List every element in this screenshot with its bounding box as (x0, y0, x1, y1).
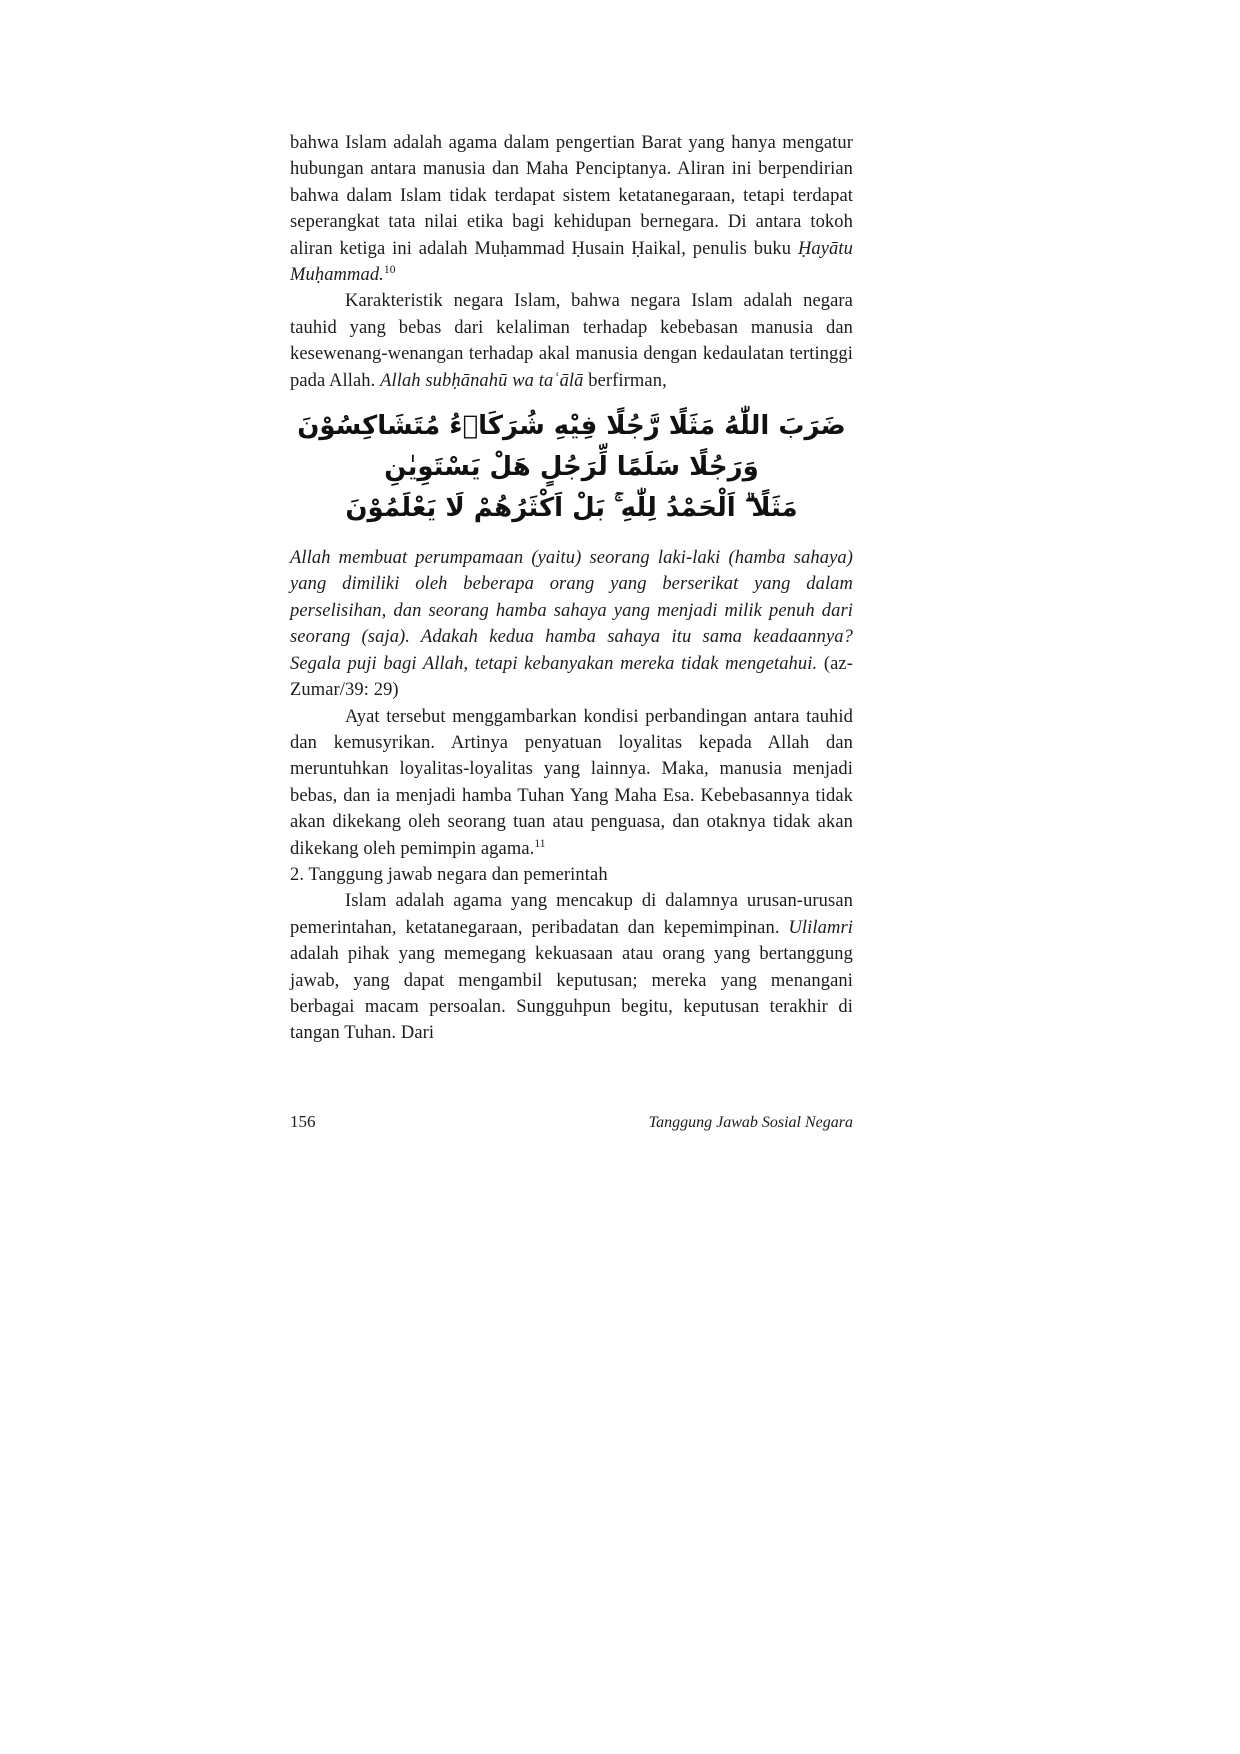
page-body-text (290, 130, 853, 1047)
quran-verse-translation (290, 545, 853, 703)
footnote-marker-11: 11 (534, 837, 546, 850)
body-paragraph-2 (290, 288, 853, 394)
paragraph-1-text: bahwa Islam adalah agama dalam pengertian Barat yang hanya mengatur hubungan antara manusia dan Maha Penciptanya. Aliran ini berpendirian bahwa dalam Islam tidak terdapat sistem ketatanegaraan, tetapi terdapat seperangkat tata nilai etika bagi kehidupan bernegara. Di antara tokoh aliran ketiga ini adalah Muḥammad Ḥusain Ḥaikal, penulis buku (290, 133, 853, 259)
quran-verse-arabic (290, 406, 853, 529)
paragraph-4-term: Ulilamri (788, 917, 853, 938)
translation-text: Allah membuat perumpamaan (yaitu) seorang laki-laki (hamba sahaya) yang dimiliki oleh beberapa orang yang berserikat yang dalam perselisihan, dan seorang hamba sahaya yang menjadi milik penuh dari seorang (saja). Adakah kedua hamba sahaya itu sama keadaannya? Segala puji bagi Allah, tetapi kebanyakan mereka tidak mengetahui. (290, 548, 853, 674)
body-paragraph-3 (290, 704, 853, 862)
paragraph-2-text-2: berfirman, (583, 370, 667, 391)
body-paragraph-1 (290, 130, 853, 288)
running-title: Tanggung Jawab Sosial Negara (648, 1114, 853, 1131)
paragraph-2-arabic-phrase: Allah subḥānahū wa taʿālā (380, 370, 584, 391)
paragraph-1-book-title: Ḥayātu Muḥammad. (290, 238, 853, 286)
quran-verse-line-2: مَثَلًا ۗ اَلْحَمْدُ لِلّٰهِ ۚ بَلْ اَكْثَرُهُمْ لَا يَعْلَمُوْنَ (345, 493, 798, 524)
body-paragraph-4 (290, 888, 853, 1046)
paragraph-4-text-2: adalah pihak yang memegang kekuasaan atau orang yang bertanggung jawab, yang dapat mengambil keputusan; mereka yang menangani berbagai macam persoalan. Sungguhpun begitu, keputusan terakhir di tangan Tuhan. Dari (290, 944, 853, 1044)
section-heading: 2. Tanggung jawab negara dan pemerintah (290, 864, 608, 885)
page-footer (290, 1112, 853, 1132)
page-number: 156 (290, 1112, 316, 1131)
paragraph-3-text: Ayat tersebut menggambarkan kondisi perbandingan antara tauhid dan kemusyrikan. Artinya penyatuan loyalitas kepada Allah dan meruntuhkan loyalitas-loyalitas yang lainnya. Maka, manusia menjadi bebas, dan ia menjadi hamba Tuhan Yang Maha Esa. Kebebasannya tidak akan dikekang oleh seorang tuan atau penguasa, dan otaknya tidak akan dikekang oleh pemimpin agama. (290, 706, 853, 859)
paragraph-2-text: Karakteristik negara Islam, bahwa negara Islam adalah negara tauhid yang bebas dari kelaliman terhadap kebebasan manusia dan kesewenang-wenangan terhadap akal manusia dengan kedaulatan tertinggi pada Allah. (290, 291, 853, 391)
footnote-marker-10: 10 (383, 263, 396, 276)
quran-verse-line-1: ضَرَبَ اللّٰهُ مَثَلًا رَّجُلًا فِيْهِ شُرَكَاۤءُ مُتَشَاكِسُوْنَ وَرَجُلًا سَلَمًا لِّرَجُلٍ هَلْ يَسْتَوِيٰنِ (297, 411, 846, 483)
verse-reference: (az-Zumar/39: 29) (290, 653, 853, 701)
paragraph-4-text: Islam adalah agama yang mencakup di dalamnya urusan-urusan pemerintahan, ketatanegaraan, peribadatan dan kepemimpinan. (290, 891, 853, 938)
